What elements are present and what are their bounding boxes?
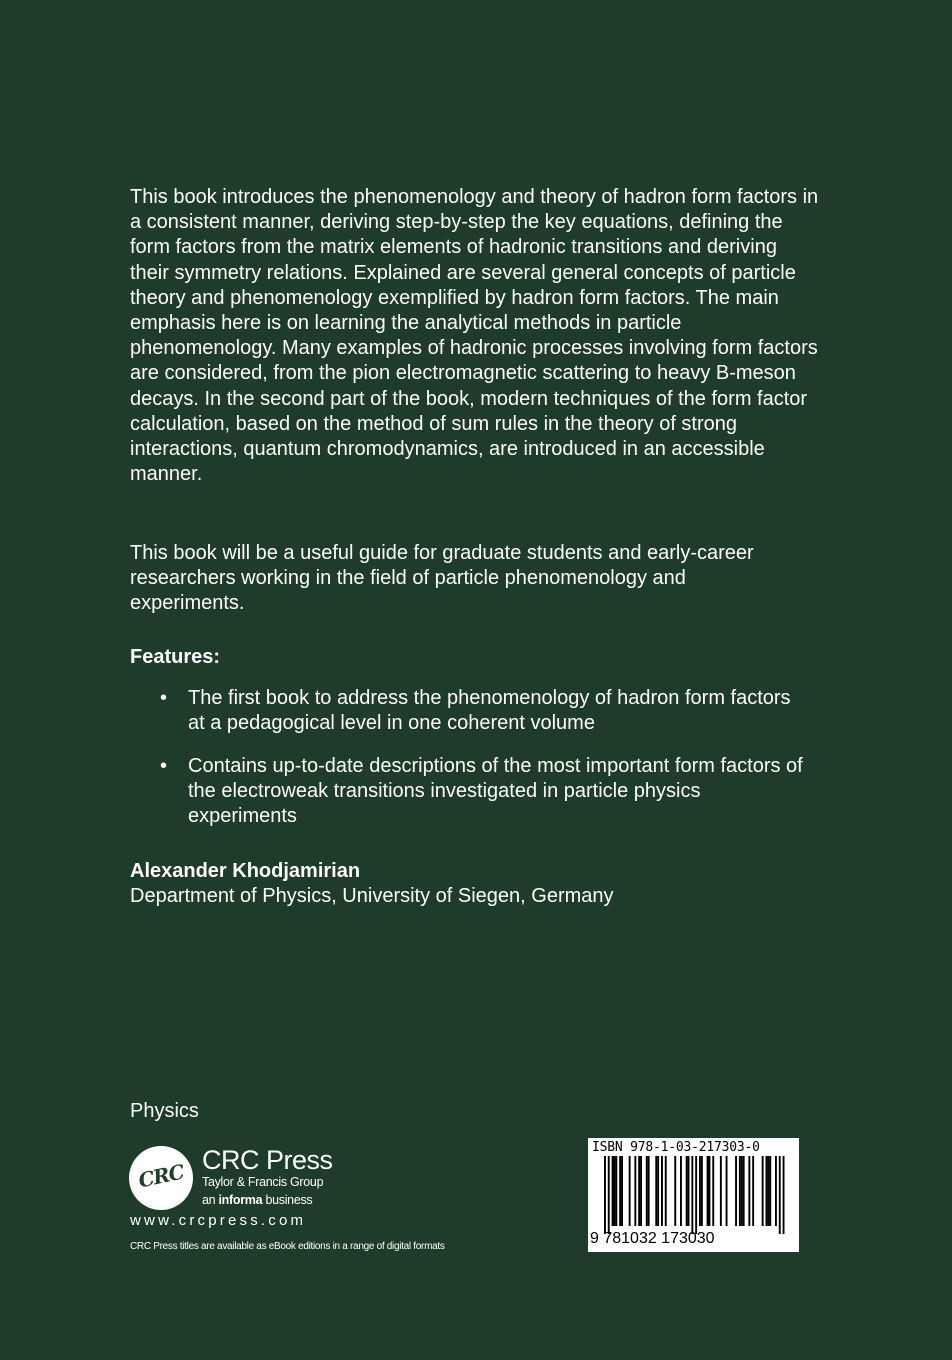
- feature-text: The first book to address the phenomenology of hadron form factors at a pedagogical level in one coherent volume: [188, 687, 791, 735]
- barcode-bar: [769, 1156, 771, 1226]
- feature-text: Contains up-to-date descriptions of the most important form factors of the electroweak transitions investigated in particle physics experiments: [188, 755, 803, 828]
- barcode-bar: [779, 1156, 781, 1234]
- ebook-note: CRC Press titles are available as eBook editions in a range of digital formats: [130, 1241, 445, 1252]
- publisher-url[interactable]: www.crcpress.com: [130, 1212, 307, 1229]
- feature-item: [160, 754, 810, 830]
- barcode-bar: [701, 1156, 703, 1226]
- barcode-bar: [712, 1156, 714, 1226]
- barcode-bar: [638, 1156, 640, 1226]
- barcode-bar: [634, 1156, 636, 1226]
- barcode-bar: [699, 1156, 701, 1226]
- author-name: Alexander Khodjamirian: [130, 860, 361, 882]
- isbn-digits: 9 781032 173030: [590, 1230, 715, 1247]
- audience-paragraph: This book will be a useful guide for graduate students and early-career researchers working in the field of particle phenomenology and experiments.: [130, 542, 754, 615]
- barcode-bar: [621, 1156, 623, 1226]
- barcode-bar: [748, 1156, 750, 1226]
- bullet-icon: •: [160, 687, 168, 709]
- barcode-bar: [612, 1156, 614, 1226]
- barcode-bar: [707, 1156, 709, 1226]
- barcode-bar: [709, 1156, 711, 1226]
- barcode-bar: [655, 1156, 657, 1226]
- crc-logo-text: CRC: [136, 1159, 186, 1193]
- barcode-bar: [615, 1156, 617, 1226]
- crc-logo-icon: [129, 1146, 193, 1210]
- barcode-bar: [674, 1156, 676, 1226]
- author-affiliation: Department of Physics, University of Siegen, Germany: [130, 885, 614, 907]
- features-heading: Features:: [130, 646, 221, 668]
- barcode-bar: [743, 1156, 745, 1226]
- barcode-bar: [766, 1156, 768, 1226]
- barcode-bar: [767, 1156, 769, 1226]
- publisher-name: CRC Press: [202, 1145, 333, 1175]
- barcode-bar: [775, 1156, 777, 1226]
- barcode-bar: [619, 1156, 621, 1226]
- barcode-bar: [648, 1156, 650, 1226]
- isbn-label: ISBN 978-1-03-217303-0: [592, 1140, 760, 1155]
- isbn-barcode: [588, 1138, 799, 1252]
- barcode-bar: [646, 1156, 648, 1226]
- barcode-bar: [686, 1156, 688, 1226]
- barcode-bar: [688, 1156, 690, 1226]
- barcode-bar: [614, 1156, 616, 1226]
- barcode-bar: [726, 1156, 728, 1226]
- barcode-bar: [680, 1156, 682, 1226]
- barcode-bar: [762, 1156, 764, 1226]
- barcode-bar: [752, 1156, 754, 1226]
- business-prefix: an: [202, 1193, 216, 1207]
- publisher-group: Taylor & Francis Group: [202, 1175, 324, 1189]
- barcode-bar: [604, 1156, 606, 1234]
- publisher-business: [202, 1193, 312, 1208]
- barcode-bar: [640, 1156, 642, 1226]
- barcode-bar: [783, 1156, 785, 1234]
- bullet-icon: •: [160, 755, 168, 777]
- barcode-bar: [665, 1156, 667, 1226]
- barcode-bar: [741, 1156, 743, 1226]
- barcode-bar: [657, 1156, 659, 1226]
- barcode-bar: [661, 1156, 663, 1226]
- business-suffix: business: [265, 1193, 313, 1207]
- barcode-bar: [608, 1156, 610, 1234]
- barcode-bar: [735, 1156, 737, 1226]
- book-description: This book introduces the phenomenology and theory of hadron form factors in a consistent manner, deriving step-by-step the key equations, defining the form factors from the matrix elements of hadronic transitions and deriving their symmetry relations. Explained are several general concepts of particle theory and phenomenology exemplified by hadron form factors. The main emphasis here is on learning the analytical methods in particle phenomenology. Many examples of hadronic processes involving form factors are considered, from the pion electromagnetic scattering to heavy B-meson decays. In the second part of the book, modern techniques of the form factor calculation, based on the method of sum rules in the theory of strong interactions, quantum chromodynamics, are introduced in an accessible manner.: [130, 186, 819, 486]
- subject-category: Physics: [130, 1100, 199, 1122]
- barcode-bar: [720, 1156, 722, 1226]
- barcode-bar: [739, 1156, 741, 1226]
- barcode-bar: [695, 1156, 697, 1234]
- barcode-bar: [629, 1156, 631, 1226]
- barcode-bar: [691, 1156, 693, 1234]
- business-brand: informa: [218, 1193, 263, 1207]
- feature-item: [160, 686, 810, 736]
